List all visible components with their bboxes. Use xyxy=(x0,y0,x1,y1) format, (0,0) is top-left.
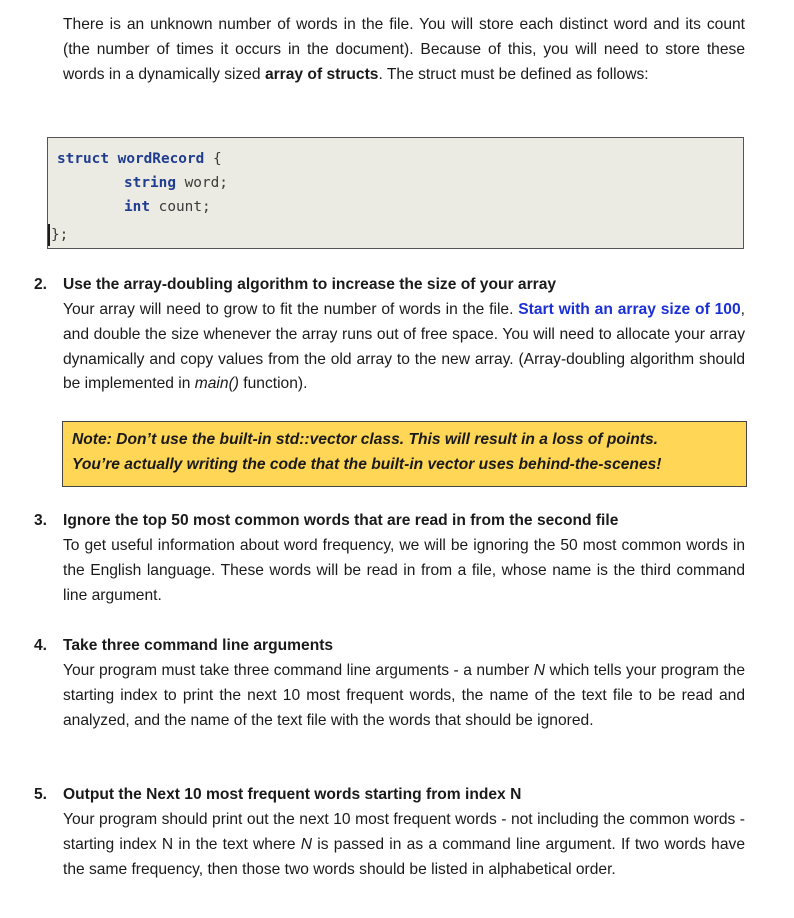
code-field-word: word; xyxy=(175,175,228,191)
section-3-title: Ignore the top 50 most common words that are read in from the second file xyxy=(63,512,619,529)
section-5-text-2: is passed in as a command line argument. If two words have the same frequency, then those two words should be listed in alphabetical order. xyxy=(63,835,745,878)
code-line-4 xyxy=(51,223,68,247)
intro-text-2: . The struct must be defined as follows: xyxy=(378,65,649,83)
section-4-number: 4. xyxy=(34,637,48,654)
section-4-italic: N xyxy=(533,662,545,679)
section-5-italic: N xyxy=(300,835,313,853)
code-type-int: int xyxy=(124,199,150,215)
section-2-text-2: , and double the size whenever the array runs out of free space. You will need to allocate your array dynamically and copy values from the old array to the new array. (Array-doubling algorithm should be implemented in xyxy=(63,301,745,393)
section-5-body xyxy=(63,808,745,882)
code-keyword-struct: struct xyxy=(57,151,109,167)
struct-code-block xyxy=(47,137,744,249)
note-line-1: Note: Don’t use the built-in std::vector class. This will result in a loss of points. xyxy=(72,431,658,448)
section-2-body xyxy=(63,298,745,397)
section-4-text-2: which tells your program the starting index to print the next 10 most frequent words, the name of the text file to be read and analyzed, and the name of the text file with the words that should be ignored. xyxy=(63,662,745,729)
section-4-heading xyxy=(34,634,754,659)
section-2-number: 2. xyxy=(34,276,48,293)
section-3-body: To get useful information about word frequency, we will be ignoring the 50 most common words in the English language. These words will be read in from a file, whose name is the third command line argument. xyxy=(63,537,745,604)
section-5-heading xyxy=(34,783,754,808)
section-2-heading xyxy=(34,273,754,298)
section-2-title: Use the array-doubling algorithm to increase the size of your array xyxy=(63,276,557,293)
section-2-highlight: Start with an array size of 100 xyxy=(518,301,741,318)
intro-paragraph xyxy=(63,13,745,87)
code-line-3 xyxy=(124,195,211,219)
text-cursor xyxy=(48,224,50,246)
intro-text-bold: array of structs xyxy=(264,65,379,83)
section-2-italic: main() xyxy=(194,375,239,393)
section-4-title: Take three command line arguments xyxy=(63,637,334,654)
code-open-brace: { xyxy=(204,151,222,167)
code-field-count: count; xyxy=(150,199,211,215)
section-3-number: 3. xyxy=(34,512,48,529)
section-4-text-1: Your program must take three command line arguments - a number xyxy=(63,662,534,679)
intro-text-1: There is an unknown number of words in the file. You will store each distinct word and its count (the number of times it occurs in the document). Because of this, you will need to store these words in a dynamically sized xyxy=(63,16,745,83)
section-2-text-1: Your array will need to grow to fit the number of words in the file. xyxy=(63,301,519,318)
note-line-2: You’re actually writing the code that the built-in vector uses behind-the-scenes! xyxy=(72,455,662,473)
code-struct-name: wordRecord xyxy=(117,151,205,167)
section-5-number: 5. xyxy=(34,786,48,803)
code-type-string: string xyxy=(124,175,176,191)
code-line-1 xyxy=(57,147,222,171)
code-line-2 xyxy=(124,171,228,195)
section-5-title: Output the Next 10 most frequent words starting from index N xyxy=(63,786,522,803)
section-5-text-1: Your program should print out the next 10 most frequent words - not including the common words - starting index N in the text where xyxy=(63,811,745,853)
section-2-text-3: function). xyxy=(238,375,308,393)
code-close-brace: }; xyxy=(51,227,69,243)
section-4-body xyxy=(63,659,745,733)
note-box xyxy=(62,421,747,487)
section-3-heading xyxy=(34,509,754,534)
